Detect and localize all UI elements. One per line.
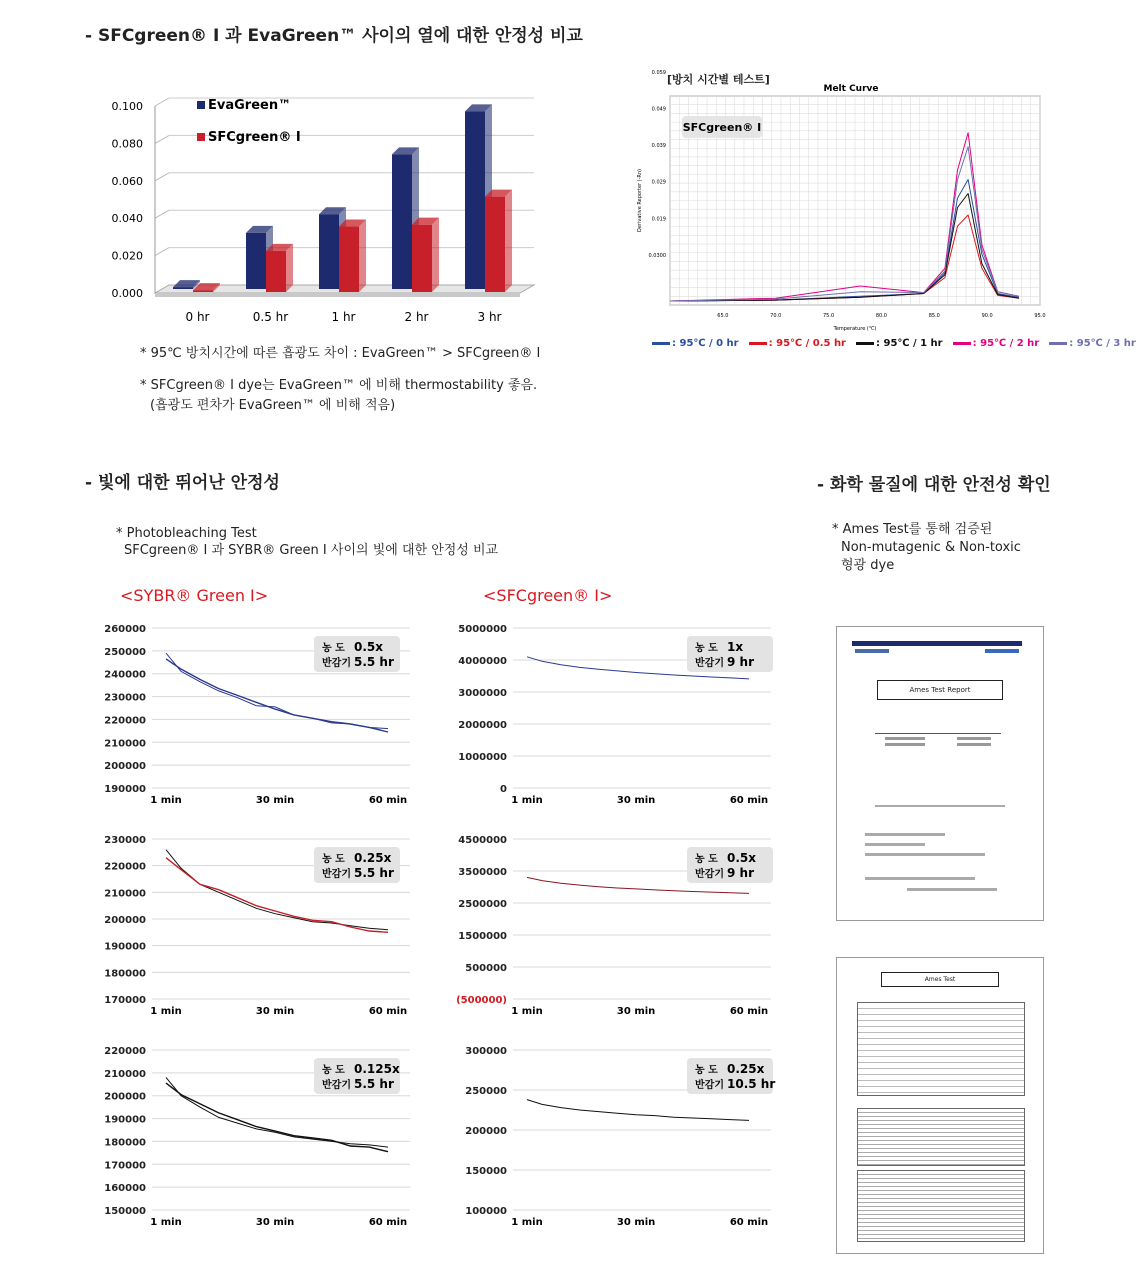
x-tick-label: 1 min (150, 1217, 182, 1228)
doc-line (865, 853, 985, 856)
y-tick-label: 220000 (104, 715, 146, 727)
y-tick-label: 0.049 (651, 106, 666, 113)
grid-diagonal (155, 98, 169, 106)
bar-front (339, 227, 359, 292)
y-tick-label: 230000 (104, 692, 146, 704)
y-tick-label: 0 (500, 784, 507, 795)
bar-side (286, 244, 293, 292)
doc-line (865, 877, 975, 880)
grid-diagonal (155, 173, 169, 181)
badge-label: SFCgreen® I (682, 121, 762, 134)
y-tick-label: 250000 (104, 646, 146, 658)
half-life-value: 5.5 hr (354, 655, 394, 669)
y-tick-label: 0.080 (111, 137, 143, 151)
x-tick-label: 85.0 (928, 313, 940, 319)
y-tick-label: 220000 (104, 1046, 146, 1057)
photobleach-chart-sfc-0.25x (455, 1040, 795, 1236)
conc-value: 1x (727, 640, 744, 654)
conc-label: 농 도 (695, 854, 718, 865)
melt-legend-item (1049, 338, 1136, 349)
y-tick-label: 0.000 (111, 287, 143, 300)
x-tick-label: 1 min (150, 1006, 182, 1017)
photobleach-chart-sfc-0.5x (455, 829, 795, 1025)
half-life-value: 5.5 hr (354, 866, 394, 880)
floor-edge (155, 293, 520, 297)
melt-legend-item (652, 338, 739, 349)
section1-heading: - SFCgreen® I 과 EvaGreen™ 사이의 열에 대한 안정성 비교 (85, 26, 583, 46)
conc-label: 농 도 (322, 643, 345, 654)
x-tick-label: 30 min (616, 1006, 656, 1017)
y-tick-label: 5000000 (458, 624, 507, 635)
legend-swatch (856, 342, 874, 345)
doc-line (865, 833, 945, 836)
half-life-value: 10.5 hr (727, 1077, 776, 1091)
ames-note-1: * Ames Test를 통해 검증된 (832, 522, 993, 537)
y-tick-label: (500000) (456, 995, 507, 1006)
photobleach-chart-sybr-0.25x (100, 829, 430, 1025)
photobleach-chart-sfc-1x (455, 618, 795, 814)
photobleach-title: * Photobleaching Test (116, 526, 257, 541)
y-axis-label: Derivative Reporter (-Rn) (637, 168, 643, 233)
doc2-results-box (857, 1108, 1025, 1166)
x-tick-label: 0.5 hr (252, 310, 289, 324)
x-tick-label: 80.0 (875, 313, 887, 319)
doc2-title: Ames Test (881, 972, 999, 987)
y-tick-label: 2500000 (458, 899, 507, 910)
half-life-label: 반감기 (322, 658, 351, 669)
ames-note-3: 형광 dye (841, 558, 895, 573)
y-tick-label: 300000 (465, 1046, 507, 1057)
legend-swatch (749, 342, 767, 345)
half-life-label: 반감기 (322, 1080, 351, 1091)
x-tick-label: 3 hr (477, 310, 502, 324)
conc-value: 0.5x (354, 640, 383, 654)
legend-swatch (197, 133, 205, 141)
legend-label: : 95℃ / 1 hr (876, 338, 943, 349)
x-tick-label: 60 min (368, 795, 408, 806)
doc-line (875, 805, 1005, 807)
x-tick-label: 60 min (368, 1006, 408, 1017)
x-tick-label: 65.0 (717, 313, 729, 319)
y-tick-label: 0.060 (111, 174, 143, 188)
y-tick-label: 220000 (104, 861, 146, 873)
doc-line (885, 737, 925, 740)
y-tick-label: 200000 (104, 915, 146, 926)
melt-label: [방치 시간별 테스트] (667, 73, 770, 86)
legend-label: EvaGreen™ (208, 98, 292, 113)
y-tick-label: 150000 (104, 1206, 146, 1217)
y-tick-label: 210000 (104, 888, 146, 900)
melt-legend-item (749, 338, 846, 349)
conc-label: 농 도 (695, 643, 718, 654)
x-tick-label: 1 min (511, 795, 543, 806)
y-tick-label: 4000000 (458, 656, 507, 667)
half-life-label: 반감기 (695, 869, 724, 880)
y-tick-label: 1000000 (458, 752, 507, 763)
x-tick-label: 1 min (511, 1006, 543, 1017)
bar-side (432, 218, 439, 292)
bar-side (359, 220, 366, 292)
y-tick-label: 0.020 (111, 249, 143, 263)
doc-line (885, 743, 925, 746)
half-life-value: 9 hr (727, 655, 754, 669)
melt-legend (652, 338, 1136, 349)
x-tick-label: 60 min (729, 1217, 769, 1228)
ames-note-2: Non-mutagenic & Non-toxic (841, 540, 1021, 555)
ames-test-document (836, 957, 1044, 1254)
x-tick-label: 30 min (255, 795, 295, 806)
ames-report-document (836, 626, 1044, 921)
y-tick-label: 0.029 (651, 179, 666, 186)
legend-swatch (1049, 342, 1067, 345)
conc-label: 농 도 (322, 854, 345, 865)
y-tick-label: 2000000 (458, 720, 507, 731)
half-life-value: 5.5 hr (354, 1077, 394, 1091)
doc-header-bar (852, 641, 1022, 646)
x-tick-label: 90.0 (981, 313, 993, 319)
half-life-label: 반감기 (695, 1080, 724, 1091)
y-tick-label: 0.019 (651, 216, 666, 223)
y-tick-label: 0.040 (111, 212, 143, 226)
conc-label: 농 도 (322, 1065, 345, 1076)
legend-label: : 95℃ / 3 hr (1069, 338, 1136, 349)
melt-title: Melt Curve (823, 84, 879, 94)
x-tick-label: 60 min (729, 795, 769, 806)
y-tick-label: 180000 (104, 968, 146, 980)
y-tick-label: 0.0300 (648, 252, 666, 259)
y-tick-label: 160000 (104, 1183, 146, 1195)
y-tick-label: 200000 (465, 1126, 507, 1137)
x-tick-label: 2 hr (404, 310, 429, 324)
note-thermostability: * SFCgreen® I dye는 EvaGreen™ 에 비해 thermostability 좋음. (140, 378, 538, 393)
section2-heading: - 빛에 대한 뛰어난 안정성 (85, 473, 280, 493)
y-tick-label: 210000 (104, 738, 146, 750)
y-tick-label: 170000 (104, 995, 146, 1006)
note-deviation: (흡광도 편차가 EvaGreen™ 에 비해 적음) (150, 398, 396, 413)
doc-line (907, 888, 997, 891)
half-life-label: 반감기 (695, 658, 724, 669)
conc-value: 0.25x (727, 1062, 765, 1076)
y-tick-label: 210000 (104, 1068, 146, 1080)
legend-label: : 95℃ / 0 hr (672, 338, 739, 349)
section3-heading: - 화학 물질에 대한 안전성 확인 (817, 475, 1051, 495)
y-tick-label: 3000000 (458, 688, 507, 699)
doc-title: Ames Test Report (877, 680, 1003, 700)
bar-front (392, 154, 412, 289)
doc-rule (875, 733, 1001, 734)
col-title-sybr: <SYBR® Green I> (120, 586, 269, 605)
y-tick-label: 4500000 (458, 835, 507, 846)
bar-front (173, 287, 193, 289)
bar-front (266, 251, 286, 292)
melt-legend-item (856, 338, 943, 349)
x-tick-label: 60 min (368, 1217, 408, 1228)
doc-line (865, 843, 925, 846)
x-tick-label: 30 min (255, 1217, 295, 1228)
melt-legend-item (953, 338, 1040, 349)
legend-label: : 95℃ / 2 hr (972, 338, 1040, 349)
x-tick-label: 1 min (511, 1217, 543, 1228)
x-tick-label: 30 min (616, 795, 656, 806)
y-tick-label: 500000 (465, 963, 507, 974)
photobleach-desc: SFCgreen® I 과 SYBR® Green I 사이의 빛에 대한 안정성 비교 (124, 543, 499, 558)
half-life-label: 반감기 (322, 869, 351, 880)
thermostability-bar-chart (100, 80, 540, 340)
y-tick-label: 0.059 (651, 69, 666, 76)
y-tick-label: 190000 (104, 941, 146, 953)
x-tick-label: 75.0 (823, 313, 835, 319)
doc2-table (857, 1002, 1025, 1096)
x-tick-label: 60 min (729, 1006, 769, 1017)
legend-label: SFCgreen® I (208, 130, 301, 145)
doc-line (957, 743, 991, 746)
y-tick-label: 260000 (104, 624, 146, 635)
y-tick-label: 0.100 (111, 100, 143, 113)
grid-diagonal (155, 248, 169, 256)
y-tick-label: 180000 (104, 1137, 146, 1149)
bar-front (485, 197, 505, 292)
y-tick-label: 3500000 (458, 867, 507, 878)
legend-swatch (652, 342, 670, 345)
photobleach-chart-sybr-0.5x (100, 618, 430, 814)
doc-logo-right (985, 649, 1019, 653)
x-tick-label: 1 min (150, 795, 182, 806)
doc2-comments-box (857, 1170, 1025, 1242)
x-tick-label: 95.0 (1034, 313, 1046, 319)
x-tick-label: 0 hr (185, 310, 210, 324)
y-tick-label: 240000 (104, 669, 146, 681)
grid-diagonal (155, 210, 169, 218)
x-tick-label: 30 min (255, 1006, 295, 1017)
x-axis-label: Temperature (℃) (833, 326, 877, 332)
y-tick-label: 150000 (465, 1166, 507, 1177)
y-tick-label: 1500000 (458, 931, 507, 942)
conc-value: 0.5x (727, 851, 756, 865)
series-line (527, 1100, 749, 1121)
x-tick-label: 1 hr (331, 310, 356, 324)
y-tick-label: 200000 (104, 761, 146, 773)
conc-value: 0.25x (354, 851, 392, 865)
doc-logo-left (855, 649, 889, 653)
bar-side (505, 190, 512, 292)
x-tick-label: 70.0 (770, 313, 782, 319)
legend-swatch (953, 342, 971, 345)
y-tick-label: 190000 (104, 1114, 146, 1126)
conc-label: 농 도 (695, 1065, 718, 1076)
half-life-value: 9 hr (727, 866, 754, 880)
col-title-sfc: <SFCgreen® I> (483, 586, 613, 605)
bar-front (246, 233, 266, 289)
note-absorbance: * 95℃ 방치시간에 따른 흡광도 차이 : EvaGreen™ > SFCgreen® I (140, 346, 541, 361)
y-tick-label: 190000 (104, 784, 146, 795)
x-tick-label: 30 min (616, 1217, 656, 1228)
y-tick-label: 200000 (104, 1091, 146, 1103)
doc-line (957, 737, 991, 740)
bar-front (465, 111, 485, 289)
bar-front (193, 290, 213, 292)
y-tick-label: 230000 (104, 835, 146, 846)
y-tick-label: 170000 (104, 1160, 146, 1172)
y-tick-label: 250000 (465, 1086, 507, 1097)
y-tick-label: 0.039 (651, 143, 666, 150)
legend-label: : 95℃ / 0.5 hr (768, 338, 846, 349)
photobleach-chart-sybr-0.125x (100, 1040, 430, 1236)
grid-diagonal (155, 135, 169, 143)
bar-front (412, 225, 432, 292)
y-tick-label: 100000 (465, 1206, 507, 1217)
conc-value: 0.125x (354, 1062, 400, 1076)
bar-front (319, 214, 339, 289)
legend-swatch (197, 101, 205, 109)
